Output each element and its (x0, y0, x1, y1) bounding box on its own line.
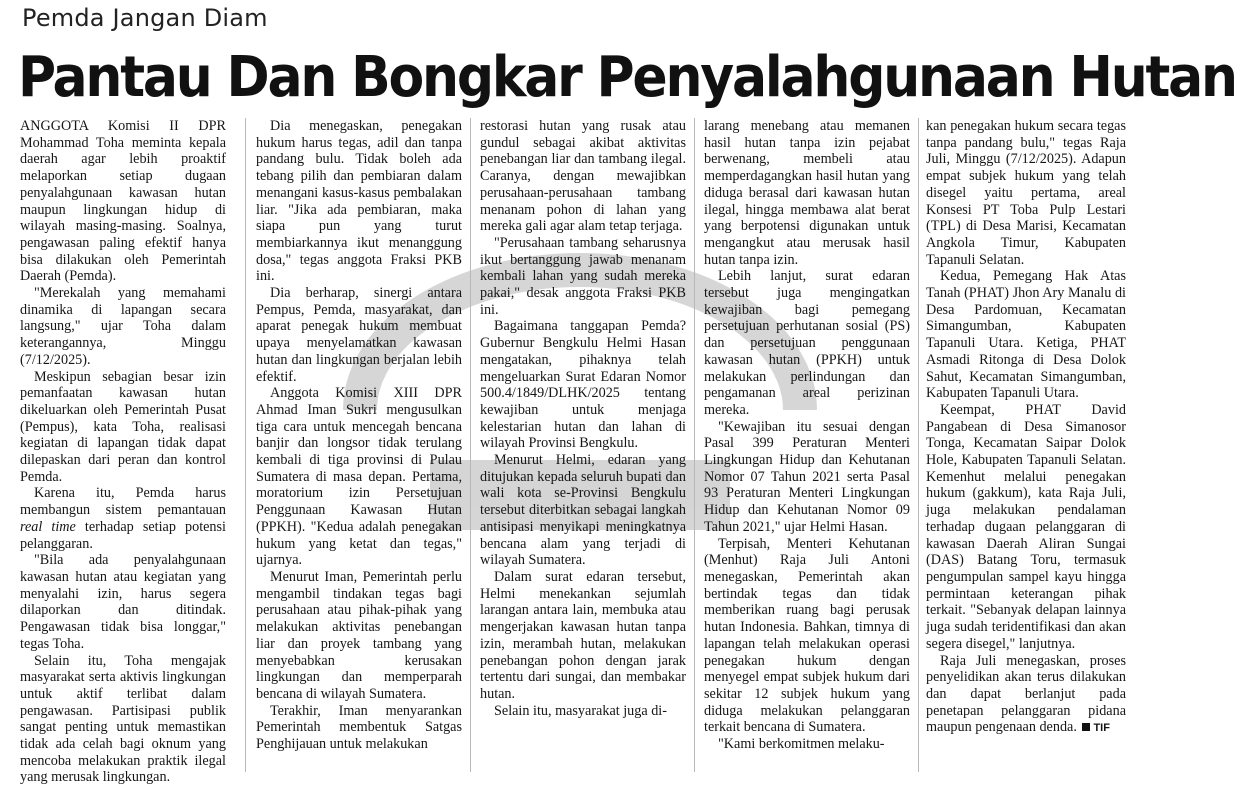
paragraph: "Perusahaan tambang seharusnya ikut bertanggung jawab menanam kembali lahan yang sudah mereka pakai," desak anggota Fraksi PKB ini. (480, 235, 686, 319)
end-mark-icon (1082, 723, 1090, 731)
paragraph (926, 653, 1126, 738)
article-headline: Pantau Dan Bongkar Penyalahgunaan Hutan (18, 42, 1128, 113)
author-initials: TIF (1093, 722, 1110, 734)
paragraph: restorasi hutan yang rusak atau gundul sebagai akibat aktivitas penebangan liar dan tambang ilegal. Caranya, dengan mewajibkan perusahaan-perusahaan tambang menanam pohon di lahan yang mereka gali agar alam tetap terjaga. (480, 118, 686, 235)
paragraph: larang menebang atau memanen hasil hutan tanpa izin pejabat berwenang, membeli atau memperdagangkan hasil hutan yang diduga berasal dari kawasan hutan ilegal, hingga membawa alat berat yang berpotensi digunakan untuk mengangkut atau merusak hasil hutan tanpa izin. (704, 118, 910, 268)
paragraph: Dia berharap, sinergi antara Pempus, Pemda, masyarakat, dan aparat penegak hukum membuat upaya menyelamatkan kawasan hutan dan lingkungan berjalan lebih efektif. (256, 285, 462, 385)
paragraph-text: Raja Juli menegaskan, proses penyelidikan akan terus dilakukan dan dapat berlanjut pada penetapan pelanggaran pidana maupun pengenaan denda. (926, 653, 1126, 736)
paragraph: "Kewajiban itu sesuai dengan Pasal 399 Peraturan Menteri Lingkungan Hidup dan Kehutanan Nomor 07 Tahun 2021 serta Pasal 93 Peraturan Menteri Lingkungan Hidup dan Kehutanan Nomor 09 Tahun 2021," ujar Helmi Hasan. (704, 419, 910, 536)
paragraph: Bagaimana tanggapan Pemda? Gubernur Bengkulu Helmi Hasan mengatakan, pihaknya telah mengeluarkan Surat Edaran Nomor 500.4/1849/DLHK/2025 tentang kewajiban untuk menjaga kelestarian hutan dan lahan di wilayah Provinsi Bengkulu. (480, 318, 686, 452)
paragraph: Karena itu, Pemda harus membangun sistem pemantauan real time terhadap setiap potensi pelanggaran. (20, 485, 226, 552)
paragraph: Menurut Helmi, edaran yang ditujukan kepada seluruh bupati dan wali kota se-Provinsi Bengkulu tersebut diterbitkan sebagai langkah antisipasi menyikapi meningkatnya bencana alam yang terjadi di wilayah Sumatera. (480, 452, 686, 569)
paragraph: ANGGOTA Komisi II DPR Mohammad Toha meminta kepala daerah agar lebih proaktif melaporkan setiap dugaan penyalahgunaan kawasan hutan maupun lingkungan hidup di wilayah masing-masing. Soalnya, pengawasan paling efektif hanya bisa dilakukan oleh Pemerintah Daerah (Pemda). (20, 118, 226, 285)
article-kicker: Pemda Jangan Diam (22, 4, 268, 32)
paragraph: Keempat, PHAT David Pangabean di Desa Simanosor Tonga, Kecamatan Saipar Dolok Hole, Kabupaten Tapanuli Selatan. Kemenhut melalui penegakan hukum (gakkum), kata Raja Juli, juga melakukan pendalaman terhadap dugaan pelanggaran di kawasan Daerah Aliran Sungai (DAS) Batang Toru, termasuk pengumpulan sampel kayu hingga permintaan keterangan pihak terkait. "Sebanyak delapan lainnya juga sudah teridentifikasi dan akan segera disegel," lanjutnya. (926, 402, 1126, 653)
article-body (20, 118, 1126, 774)
paragraph: Lebih lanjut, surat edaran tersebut juga mengingatkan kewajiban bagi pemegang persetujuan perhutanan sosial (PS) dan persetujuan penggunaan kawasan hutan (PPKH) untuk melakukan perlindungan dan pengamanan areal perizinan mereka. (704, 268, 910, 418)
article-column-5 (926, 118, 1126, 774)
article-column-2 (256, 118, 462, 774)
article-column-3 (480, 118, 686, 774)
paragraph: Kedua, Pemegang Hak Atas Tanah (PHAT) Jhon Ary Manalu di Desa Pardomuan, Kecamatan Simangumban, Kabupaten Tapanuli Utara. Ketiga, PHAT Asmadi Ritonga di Desa Dolok Sahut, Kecamatan Simangumban, Kabupaten Tapanuli Utara. (926, 268, 1126, 402)
paragraph: Menurut Iman, Pemerintah perlu mengambil tindakan tegas bagi perusahaan atau pihak-pihak yang melakukan aktivitas penebangan liar dan proyek tambang yang menyebabkan kerusakan lingkungan dan memperparah bencana di wilayah Sumatera. (256, 569, 462, 703)
paragraph: Dia menegaskan, penegakan hukum harus tegas, adil dan tanpa pandang bulu. Tidak boleh ada tebang pilih dan pembiaran dalam menangani kasus-kasus pembalakan liar. "Jika ada pembiaran, maka siapa pun yang turut membiarkannya ikut menanggung dosa," tegas anggota Fraksi PKB ini. (256, 118, 462, 285)
paragraph: kan penegakan hukum secara tegas tanpa pandang bulu," tegas Raja Juli, Minggu (7/12/2025). Adapun empat subjek hukum yang telah disegel yaitu pertama, areal Konsesi PT Toba Pulp Lestari (TPL) di Desa Marisi, Kecamatan Angkola Timur, Kabupaten Tapanuli Selatan. (926, 118, 1126, 268)
paragraph: Dalam surat edaran tersebut, Helmi menekankan sejumlah larangan antara lain, membuka atau mengerjakan kawasan hutan tanpa izin, merambah hutan, melakukan penebangan pohon dengan jarak tertentu dari sungai, dan membakar hutan. (480, 569, 686, 703)
paragraph: Terpisah, Menteri Kehutanan (Menhut) Raja Juli Antoni menegaskan, Pemerintah akan bertindak tegas dan tidak memberikan ruang bagi perusak hutan Indonesia. Bahkan, timnya di lapangan telah melakukan operasi penegakan hukum dengan menyegel empat subjek hukum dari sekitar 12 subjek hukum yang diduga melakukan pelanggaran terkait bencana di Sumatera. (704, 536, 910, 736)
paragraph: Selain itu, Toha mengajak masyarakat serta aktivis lingkungan untuk aktif terlibat dalam pengawasan. Partisipasi publik sangat penting untuk memastikan tidak ada celah bagi oknum yang mencoba melakukan praktik ilegal yang merusak lingkungan. (20, 653, 226, 786)
paragraph: "Bila ada penyalahgunaan kawasan hutan atau kegiatan yang menyalahi izin, harus segera dilaporkan dan ditindak. Pengawasan tidak bisa longgar," tegas Toha. (20, 552, 226, 652)
article-column-1 (20, 118, 226, 774)
author-signature (1080, 722, 1110, 734)
paragraph: "Kami berkomitmen melaku- (704, 736, 910, 753)
paragraph: Terakhir, Iman menyarankan Pemerintah membentuk Satgas Penghijauan untuk melakukan (256, 703, 462, 753)
paragraph: "Merekalah yang memahami dinamika di lapangan secara langsung," ujar Toha dalam keterangannya, Minggu (7/12/2025). (20, 285, 226, 369)
paragraph: Anggota Komisi XIII DPR Ahmad Iman Sukri mengusulkan tiga cara untuk mencegah bencana banjir dan longsor tidak terulang kembali di tiga provinsi di Pulau Sumatera di masa depan. Pertama, moratorium izin Persetujuan Penggunaan Kawasan Hutan (PPKH). "Kedua adalah penegakan hukum yang ketat dan tegas," ujarnya. (256, 385, 462, 569)
article-column-4 (704, 118, 910, 774)
paragraph: Meskipun sebagian besar izin pemanfaatan kawasan hutan dikeluarkan oleh Pemerintah Pusat (Pempus), kata Toha, realisasi kegiatan di lapangan tidak dapat dilepaskan dari peran dan kontrol Pemda. (20, 369, 226, 486)
paragraph: Selain itu, masyarakat juga di- (480, 703, 686, 720)
italic-phrase: real time (20, 519, 76, 535)
